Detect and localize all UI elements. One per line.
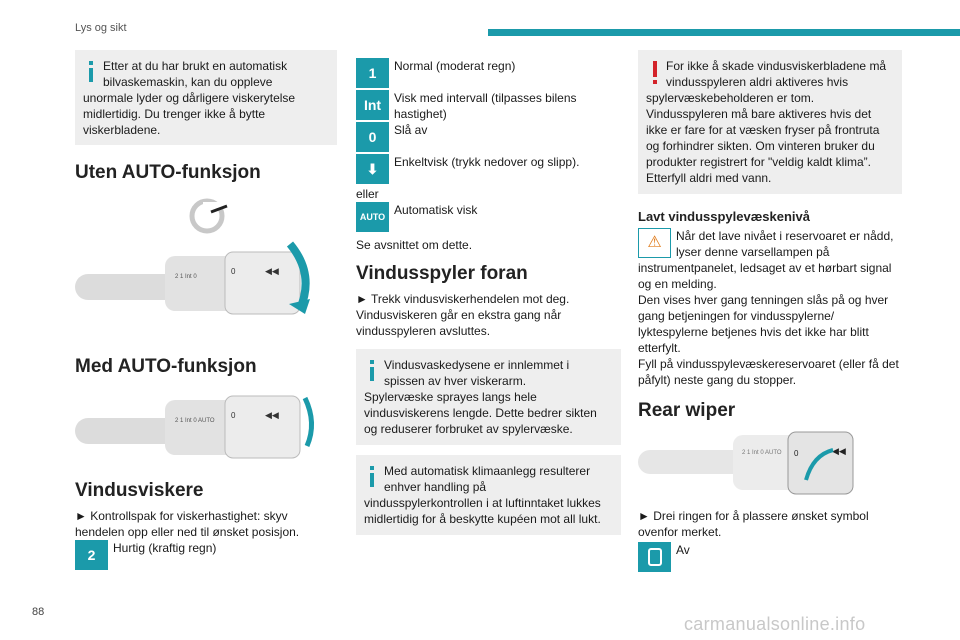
info-icon [364, 357, 382, 387]
svg-text:◀◀: ◀◀ [265, 410, 279, 420]
page-number: 88 [32, 606, 45, 618]
low-level-block [638, 228, 902, 388]
stalk-illustration-auto [75, 388, 337, 468]
down-arrow-icon: ⬇ [356, 154, 389, 184]
info-line-1: Etter at du har brukt en automatisk [103, 59, 288, 73]
stalk-illustration-no-auto [75, 194, 337, 344]
auto-row [356, 202, 621, 234]
position-2-row [75, 540, 337, 570]
info-rest: unormale lyder og dårligere viskerytelse midlertidig. Du trenger ikke å bytte viskerbladene. [83, 91, 296, 137]
rear-wiper-text: ► Drei ringen for å plassere ønsket symbol ovenfor merket. [638, 509, 869, 539]
info2-line-1: Med automatisk klimaanlegg resulterer [384, 464, 591, 478]
auto-label: Automatisk visk [394, 203, 478, 217]
low-rest: instrumentpanelet, ledsaget av et hørbart signal og en melding. Den vises hver gang tenningen slås på og hver gang betjeningen for vindusspylerne/ lyktespylerne betjenes hvis det ikke har blitt etterfylt. Fyll på vindusspylevæskereservoaret (eller få det påfylt) neste gang du stopper. [638, 261, 899, 387]
position-0-tile: 0 [356, 122, 389, 152]
header-accent-bar [488, 29, 960, 36]
heading-rear-wiper: Rear wiper [638, 400, 736, 421]
warning-box [638, 50, 902, 194]
washer-text: ► Trekk vindusviskerhendelen mot deg. Vindusviskeren går en ekstra gang når vindusspyleren avsluttes. [356, 292, 570, 338]
interval-row [356, 90, 621, 122]
rear-off-label: Av [676, 543, 690, 557]
wiper-stalk-icon [75, 252, 300, 314]
svg-text:◀◀: ◀◀ [832, 446, 846, 456]
auto-tile: AUTO [356, 202, 389, 232]
svg-text:0: 0 [231, 267, 236, 276]
warning-icon [646, 58, 664, 88]
rear-wiper-stalk-illustration [638, 430, 902, 502]
interval-tile: Int [356, 90, 389, 120]
info-box-climate [356, 455, 621, 535]
svg-text:2 1 Int 0 AUTO: 2 1 Int 0 AUTO [175, 418, 215, 424]
info2-rest: vindusspylerkontrollen i at luftinntaket lukkes midlertidig for å beskytte kupéen mot all lukt. [364, 496, 601, 526]
heading-low-level: Lavt vindusspylevæskenivå [638, 209, 810, 224]
info2-line-2: enhver handling på [384, 480, 487, 494]
column-2 [356, 58, 621, 535]
or-text: eller [356, 187, 379, 201]
position-2-tile: 2 [75, 540, 108, 570]
low-line-2: lyser denne varsellampen på [676, 245, 830, 259]
interval-label: Visk med intervall (tilpasses bilens hastighet) [394, 91, 577, 121]
position-1-label: Normal (moderat regn) [394, 59, 516, 73]
warning-line-2: vindusspyleren aldri aktiveres hvis [666, 75, 849, 89]
single-wipe-label: Enkeltvisk (trykk nedover og slipp). [394, 155, 580, 169]
warning-rest: spylervæskebeholderen er tom. Vindusspyleren må bare aktiveres hvis det ikke er fare for at væsken fryser på frontruta og forhindrer sikten. Om vinteren bruker du produkter registrert for "veldig kaldt klima”. Etterfyll aldri med vann. [646, 91, 880, 185]
info-box-car-wash [75, 50, 337, 145]
column-1 [75, 50, 337, 570]
washer-fluid-warning-icon: ⚠ [638, 228, 671, 258]
svg-text:0: 0 [231, 411, 236, 420]
single-wipe-row [356, 154, 621, 186]
info-icon [364, 463, 382, 493]
warning-line-1: For ikke å skade vindusviskerbladene må [666, 59, 887, 73]
position-1-row [356, 58, 621, 90]
info1-rest: Spylervæske sprayes langs hele vindusviskerens lengde. Dette bedrer sikten og reduserer forbruket av spylervæske. [364, 390, 597, 436]
info-icon [83, 58, 101, 88]
heading-front-washer: Vindusspyler foran [356, 263, 528, 284]
steering-wheel-icon [192, 201, 233, 231]
heading-with-auto: Med AUTO-funksjon [75, 356, 257, 377]
see-section-text: Se avsnittet om dette. [356, 238, 473, 252]
svg-text:2 1 Int 0: 2 1 Int 0 [175, 274, 197, 280]
position-0-row [356, 122, 621, 154]
info-line-2: bilvaskemaskin, kan du oppleve [103, 75, 273, 89]
heading-without-auto: Uten AUTO-funksjon [75, 162, 261, 183]
info1-line-1: Vindusvaskedysene er innlemmet i [384, 358, 570, 372]
info1-line-2: spissen av hver viskerarm. [384, 374, 527, 388]
rear-off-row [638, 542, 902, 572]
svg-text:◀◀: ◀◀ [265, 266, 279, 276]
section-title: Lys og sikt [75, 22, 127, 34]
svg-text:2 1 Int 0 AUTO: 2 1 Int 0 AUTO [742, 450, 782, 456]
position-2-label: Hurtig (kraftig regn) [113, 541, 217, 555]
low-line-1: Når det lave nivået i reservoaret er nådd, [676, 229, 894, 243]
rear-off-icon [638, 542, 671, 572]
position-0-label: Slå av [394, 123, 428, 137]
wipers-text: ► Kontrollspak for viskerhastighet: skyv hendelen opp eller ned til ønsket posisjon. [75, 509, 300, 539]
column-3 [638, 50, 902, 572]
heading-wipers: Vindusviskere [75, 480, 204, 501]
info-box-nozzles [356, 349, 621, 445]
watermark: carmanualsonline.info [684, 614, 866, 634]
position-1-tile: 1 [356, 58, 389, 88]
rotation-arrow-icon [305, 398, 312, 446]
svg-text:0: 0 [794, 449, 799, 458]
